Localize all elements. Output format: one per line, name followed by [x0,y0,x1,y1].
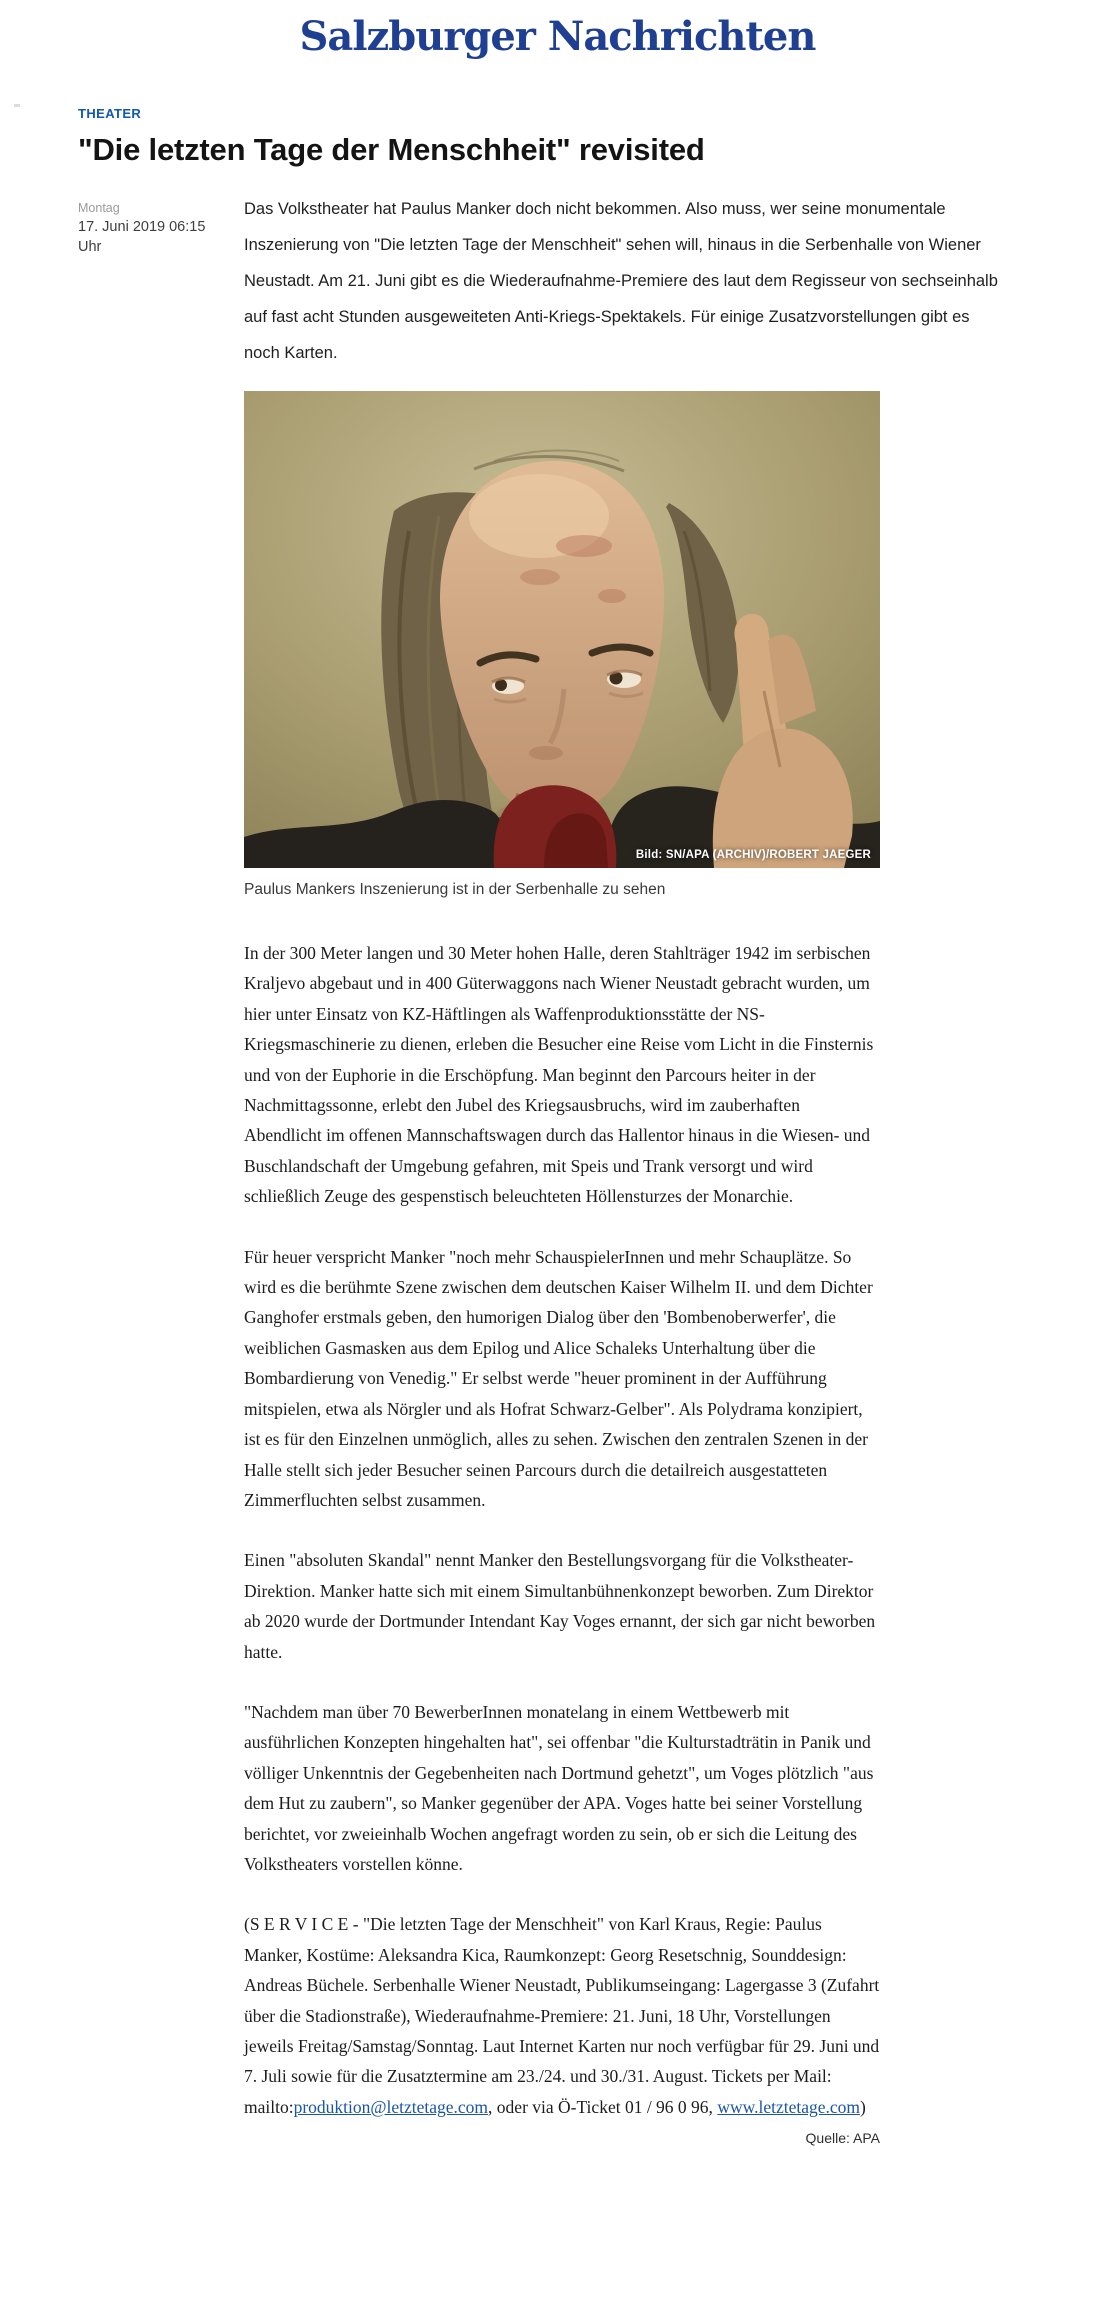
body-paragraph: In der 300 Meter langen und 30 Meter hohen Halle, deren Stahlträger 1942 im serbischen Kraljevo abgebaut und in 400 Güterwaggons nach Wiener Neustadt gebracht wurden, um hier unter Einsatz von KZ-Häftlingen als Waffenproduktionsstätte der NS-Kriegsmaschinerie zu dienen, erleben die Besucher eine Reise vom Licht in die Finsternis und von der Euphorie in die Erschöpfung. Man beginnt den Parcours heiter in der Nachmittagssonne, erlebt den Jubel des Kriegsausbruchs, wird im zauberhaften Abendlicht im offenen Mannschaftswagen durch das Hallentor hinaus in die Wiesen- und Buschlandschaft der Umgebung gefahren, mit Speis und Trank versorgt und wird schließlich Zeuge des gespenstisch beleuchteten Höllensturzes der Monarchie. [244,943,874,1207]
service-paragraph [244,1909,880,2122]
dateline-weekday: Montag [78,201,120,215]
portrait-illustration [244,391,880,868]
page-title: "Die letzten Tage der Menschheit" revisited [78,132,705,167]
body-paragraph: Für heuer verspricht Manker "noch mehr SchauspielerInnen und mehr Schauplätze. So wird es die berühmte Szene zwischen dem deutschen Kaiser Wilhelm II. und dem Dichter Ganghofer erstmals geben, den humorigen Dialog über den 'Bombenoberwerfer', die weiblichen Gasmasken aus dem Epilog und Alice Schaleks Unterhaltung über die Bombardierung von Venedig." Er selbst werde "heuer prominent in der Aufführung mitspielen, etwa als Nörgler und als Hofrat Schwarz-Gelber". Als Polydrama konzipiert, ist es für den Einzelnen unmöglich, alles zu sehen. Zwischen den zentralen Szenen in der Halle stellt sich jeder Besucher seinen Parcours durch die detailreich ausgestatteten Zimmerfluchten selbst zusammen. [244,1246,873,1510]
website-link[interactable]: www.letztetage.com [717,2096,861,2117]
dateline [78,191,244,2146]
email-link[interactable]: produktion@letztetage.com [293,2096,489,2117]
lead-paragraph: Das Volkstheater hat Paulus Manker doch nicht bekommen. Also muss, wer seine monumentale Inszenierung von "Die letzten Tage der Menschheit" sehen will, hinaus in die Serbenhalle von Wiener Neustadt. Am 21. Juni gibt es die Wiederaufnahme-Premiere des laut dem Regisseur von sechseinhalb auf fast acht Stunden ausgeweiteten Anti-Kriegs-Spektakels. Für einige Zusatzvorstellungen gibt es noch Karten. [244,200,998,362]
article-main [244,191,1006,2146]
photo-caption: Paulus Mankers Inszenierung ist in der Serbenhalle zu sehen [244,881,666,898]
service-text-before-email: (S E R V I C E - "Die letzten Tage der Menschheit" von Karl Kraus, Regie: Paulus Manker, Kostüme: Aleksandra Kica, Raumkonzept: Georg Resetschnig, Sounddesign: Andreas Büchele. Serbenhalle Wiener Neustadt, Publikumseingang: Lagergasse 3 (Zufahrt über die Stadionstraße), Wiederaufnahme-Premiere: 21. Juni, 18 Uhr, Vorstellungen jeweils Freitag/Samstag/Sonntag. Laut Internet Karten nur noch verfügbar für 29. Juni und 7. Juli sowie für die Zusatztermine am 23./24. und 30./31. August. Tickets per Mail: mailto: [244,1914,880,2117]
article-container [0,106,1115,2146]
masthead [0,0,1115,60]
article-body [244,938,1006,2122]
dateline-suffix: Uhr [78,239,102,255]
article-photo [244,391,880,868]
dateline-date: 17. Juni 2019 06:15 [78,219,206,235]
category-link[interactable]: THEATER [78,106,142,121]
source-label: Quelle: APA [805,2130,880,2147]
photo-credit: Bild: SN/APA (ARCHIV)/ROBERT JAEGER [635,849,871,861]
article-figure [244,391,880,900]
body-paragraph: "Nachdem man über 70 BewerberInnen monatelang in einem Wettbewerb mit ausführlichen Konzepten hingehalten hat", sei offenbar "die Kulturstadträtin in Panik und völliger Unkenntnis der Gegebenheiten nach Dortmund gehetzt", um Voges plötzlich "aus dem Hut zu zaubern", so Manker gegenüber der APA. Voges hatte bei seiner Vorstellung berichtet, vor zweieinhalb Wochen angefragt worden zu sein, ob er sich die Leitung des Volkstheaters vorstellen könne. [244,1701,874,1874]
service-text-between-links: , oder via Ö-Ticket 01 / 96 0 96, [488,2096,718,2117]
body-paragraph: Einen "absoluten Skandal" nennt Manker den Bestellungsvorgang für die Volkstheater-Direktion. Manker hatte sich mit einem Simultanbühnenkonzept beworben. Zum Direktor ab 2020 wurde der Dortmunder Intendant Kay Voges ernannt, der sich gar nicht beworben hatte. [244,1550,876,1662]
stray-mark [14,104,20,107]
service-text-after-url: ) [860,2096,866,2117]
newspaper-logo[interactable]: Salzburger Nachrichten [299,13,816,60]
article-row [78,191,1115,2146]
